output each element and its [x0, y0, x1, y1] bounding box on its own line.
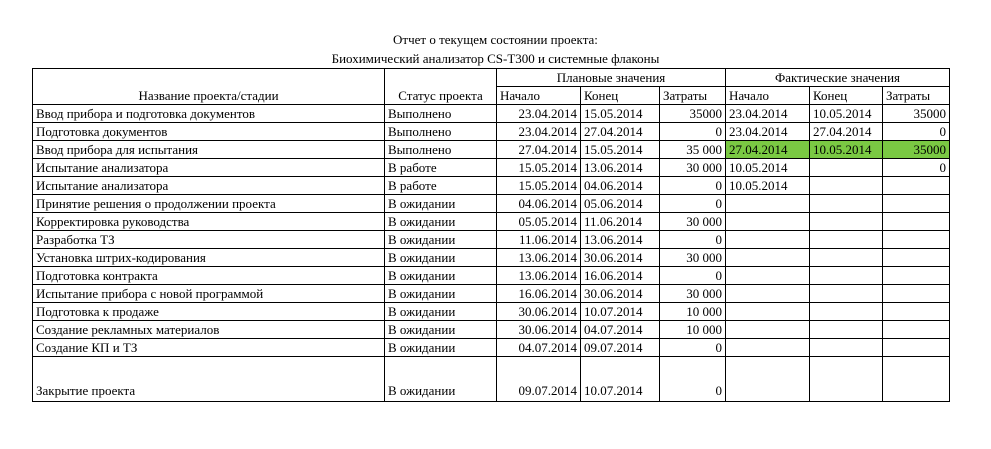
cell-plan-end: 30.06.2014 [581, 285, 660, 303]
cell-fact-start: 27.04.2014 [726, 141, 810, 159]
cell-fact-start: 10.05.2014 [726, 159, 810, 177]
cell-fact-end [810, 213, 883, 231]
table-row [33, 357, 950, 402]
report-subtitle: Биохимический анализатор CS-T300 и системные флаконы [331, 51, 660, 66]
header-fact-start: Начало [726, 87, 810, 105]
cell-plan-start: 13.06.2014 [497, 249, 581, 267]
cell-plan-start: 23.04.2014 [497, 123, 581, 141]
cell-plan-start: 13.06.2014 [497, 267, 581, 285]
cell-plan-end: 04.06.2014 [581, 177, 660, 195]
cell-fact-start [726, 249, 810, 267]
cell-status: В работе [385, 159, 497, 177]
cell-fact-cost [883, 267, 950, 285]
cell-plan-start: 30.06.2014 [497, 303, 581, 321]
cell-stage-name: Принятие решения о продолжении проекта [33, 195, 385, 213]
cell-fact-end [810, 339, 883, 357]
cell-plan-cost: 30 000 [660, 285, 726, 303]
cell-plan-cost: 0 [660, 267, 726, 285]
cell-fact-end [810, 321, 883, 339]
header-fact-end: Конец [810, 87, 883, 105]
cell-stage-name: Ввод прибора и подготовка документов [33, 105, 385, 123]
cell-plan-start: 05.05.2014 [497, 213, 581, 231]
header-status: Статус проекта [385, 69, 497, 105]
cell-status: В ожидании [385, 321, 497, 339]
cell-fact-cost [883, 231, 950, 249]
cell-plan-cost: 30 000 [660, 249, 726, 267]
cell-fact-cost [883, 321, 950, 339]
cell-plan-end: 04.07.2014 [581, 321, 660, 339]
cell-status: Выполнено [385, 105, 497, 123]
cell-status: Выполнено [385, 141, 497, 159]
cell-plan-start: 15.05.2014 [497, 177, 581, 195]
cell-fact-cost [883, 177, 950, 195]
cell-stage-name: Подготовка контракта [33, 267, 385, 285]
cell-status: В ожидании [385, 339, 497, 357]
cell-fact-start [726, 321, 810, 339]
cell-fact-start: 23.04.2014 [726, 123, 810, 141]
cell-status: В ожидании [385, 195, 497, 213]
cell-plan-start: 23.04.2014 [497, 105, 581, 123]
cell-plan-cost: 35 000 [660, 141, 726, 159]
cell-fact-cost: 0 [883, 159, 950, 177]
table-row [33, 159, 950, 177]
cell-fact-cost: 35000 [883, 105, 950, 123]
cell-fact-start [726, 195, 810, 213]
header-row-groups [33, 69, 950, 87]
table-row [33, 339, 950, 357]
cell-fact-cost: 35000 [883, 141, 950, 159]
cell-plan-cost: 30 000 [660, 213, 726, 231]
cell-fact-start [726, 213, 810, 231]
cell-plan-start: 27.04.2014 [497, 141, 581, 159]
cell-fact-cost [883, 357, 950, 402]
cell-plan-start: 04.06.2014 [497, 195, 581, 213]
cell-plan-end: 13.06.2014 [581, 159, 660, 177]
cell-fact-cost [883, 195, 950, 213]
table-row [33, 303, 950, 321]
cell-fact-end [810, 285, 883, 303]
table-row [33, 105, 950, 123]
cell-stage-name: Корректировка руководства [33, 213, 385, 231]
cell-plan-end: 09.07.2014 [581, 339, 660, 357]
cell-status: В ожидании [385, 303, 497, 321]
table-row [33, 195, 950, 213]
cell-fact-start: 10.05.2014 [726, 177, 810, 195]
cell-plan-start: 16.06.2014 [497, 285, 581, 303]
cell-stage-name: Создание КП и ТЗ [33, 339, 385, 357]
cell-fact-start [726, 357, 810, 402]
cell-fact-start [726, 231, 810, 249]
project-status-table [32, 68, 950, 402]
cell-stage-name: Создание рекламных материалов [33, 321, 385, 339]
cell-stage-name: Подготовка документов [33, 123, 385, 141]
cell-plan-end: 10.07.2014 [581, 357, 660, 402]
table-row [33, 249, 950, 267]
table-row [33, 267, 950, 285]
table-row [33, 177, 950, 195]
cell-status: В ожидании [385, 357, 497, 402]
header-plan-start: Начало [497, 87, 581, 105]
cell-fact-start [726, 267, 810, 285]
cell-plan-start: 09.07.2014 [497, 357, 581, 402]
cell-plan-start: 04.07.2014 [497, 339, 581, 357]
cell-plan-end: 05.06.2014 [581, 195, 660, 213]
cell-fact-end [810, 231, 883, 249]
cell-stage-name: Закрытие проекта [33, 357, 385, 402]
cell-plan-start: 11.06.2014 [497, 231, 581, 249]
report-title: Отчет о текущем состоянии проекта: [393, 32, 598, 47]
cell-status: Выполнено [385, 123, 497, 141]
cell-plan-cost: 0 [660, 177, 726, 195]
cell-plan-end: 27.04.2014 [581, 123, 660, 141]
cell-stage-name: Установка штрих-кодирования [33, 249, 385, 267]
cell-fact-end [810, 303, 883, 321]
cell-fact-end: 10.05.2014 [810, 105, 883, 123]
cell-stage-name: Разработка ТЗ [33, 231, 385, 249]
header-plan-end: Конец [581, 87, 660, 105]
cell-fact-end [810, 195, 883, 213]
cell-plan-cost: 0 [660, 195, 726, 213]
cell-plan-start: 30.06.2014 [497, 321, 581, 339]
cell-status: В ожидании [385, 249, 497, 267]
cell-plan-cost: 0 [660, 357, 726, 402]
cell-plan-end: 30.06.2014 [581, 249, 660, 267]
cell-status: В ожидании [385, 285, 497, 303]
cell-plan-end: 15.05.2014 [581, 105, 660, 123]
cell-fact-cost [883, 303, 950, 321]
cell-fact-end [810, 177, 883, 195]
cell-status: В работе [385, 177, 497, 195]
cell-stage-name: Испытание анализатора [33, 177, 385, 195]
cell-plan-end: 13.06.2014 [581, 231, 660, 249]
cell-fact-end [810, 249, 883, 267]
cell-fact-end: 27.04.2014 [810, 123, 883, 141]
table-row [33, 213, 950, 231]
cell-plan-end: 11.06.2014 [581, 213, 660, 231]
cell-status: В ожидании [385, 213, 497, 231]
cell-fact-cost [883, 339, 950, 357]
cell-plan-cost: 0 [660, 231, 726, 249]
cell-stage-name: Испытание прибора с новой программой [33, 285, 385, 303]
header-plan-group: Плановые значения [497, 69, 726, 87]
cell-plan-cost: 30 000 [660, 159, 726, 177]
cell-fact-end [810, 159, 883, 177]
header-fact-cost: Затраты [883, 87, 950, 105]
cell-plan-end: 10.07.2014 [581, 303, 660, 321]
cell-fact-cost [883, 285, 950, 303]
cell-plan-cost: 0 [660, 339, 726, 357]
cell-fact-start [726, 303, 810, 321]
cell-fact-end [810, 267, 883, 285]
cell-stage-name: Испытание анализатора [33, 159, 385, 177]
table-row [33, 141, 950, 159]
cell-fact-cost [883, 213, 950, 231]
cell-stage-name: Подготовка к продаже [33, 303, 385, 321]
cell-fact-start [726, 339, 810, 357]
cell-plan-end: 15.05.2014 [581, 141, 660, 159]
cell-plan-cost: 0 [660, 123, 726, 141]
table-row [33, 123, 950, 141]
table-row [33, 321, 950, 339]
cell-fact-end [810, 357, 883, 402]
cell-plan-start: 15.05.2014 [497, 159, 581, 177]
cell-status: В ожидании [385, 267, 497, 285]
cell-stage-name: Ввод прибора для испытания [33, 141, 385, 159]
cell-plan-cost: 35000 [660, 105, 726, 123]
table-row [33, 285, 950, 303]
header-plan-cost: Затраты [660, 87, 726, 105]
cell-status: В ожидании [385, 231, 497, 249]
cell-fact-cost [883, 249, 950, 267]
cell-plan-cost: 10 000 [660, 321, 726, 339]
table-row [33, 231, 950, 249]
header-fact-group: Фактические значения [726, 69, 950, 87]
cell-plan-end: 16.06.2014 [581, 267, 660, 285]
header-name: Название проекта/стадии [33, 69, 385, 105]
cell-fact-start [726, 285, 810, 303]
cell-plan-cost: 10 000 [660, 303, 726, 321]
cell-fact-start: 23.04.2014 [726, 105, 810, 123]
cell-fact-cost: 0 [883, 123, 950, 141]
cell-fact-end: 10.05.2014 [810, 141, 883, 159]
